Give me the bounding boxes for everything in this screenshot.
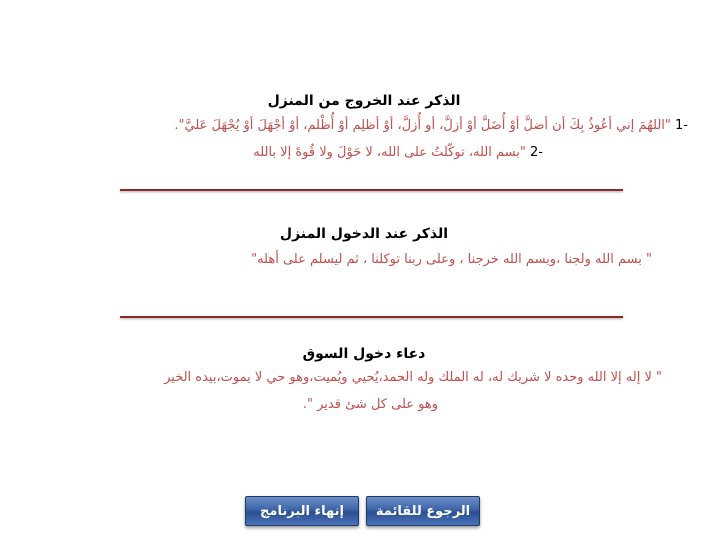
dhikr-line-entering: " بسم الله ولجنا ،وبسم الله خرجنا ، وعلى ربنا توكلنا ، ثم ليسلم على أهله" [251, 252, 652, 267]
section-divider [120, 189, 623, 191]
back-to-menu-button[interactable] [366, 496, 480, 526]
back-to-menu-label: الرجوع للقائمة [375, 503, 471, 519]
line-number: -1 [670, 118, 688, 133]
section-divider [120, 316, 623, 318]
dhikr-line-2 [253, 145, 543, 160]
end-program-button[interactable] [245, 496, 359, 526]
end-program-label: إنهاء البرنامج [260, 503, 344, 519]
dhikr-line-1 [174, 118, 688, 133]
section-heading-entering-home: الذكر عند الدخول المنزل [279, 226, 449, 242]
section-heading-market: دعاء دخول السوق [302, 346, 426, 362]
line-number: -2 [525, 145, 543, 160]
dua-line-2: وهو على كل شئ قدير ". [302, 397, 438, 412]
dhikr-text: "بسم الله، توكّلتُ على الله، لا حَوْلَ ولا قُوةَ إلا بالله [253, 145, 526, 160]
section-heading-leaving-home: الذكر عند الخروج من المنزل [267, 93, 461, 109]
dhikr-text: "اللهُمَ إني أعُوذُ بِكَ أن أضلَّ أوْ أُضَلَّ أوْ أزلَّ، أو أُزلَّ، أوْ أظلِم أوْ أُظْلم، أوْ أجْهَلَ أوْ يُجْهَلَ عَليَّ". [174, 118, 671, 133]
dua-line-1: " لا إله إلا الله وحده لا شريك له، له الملك وله الحمد،يُحيي ويُميت،وهو حي لا يموت،بيده الخير [164, 370, 662, 385]
